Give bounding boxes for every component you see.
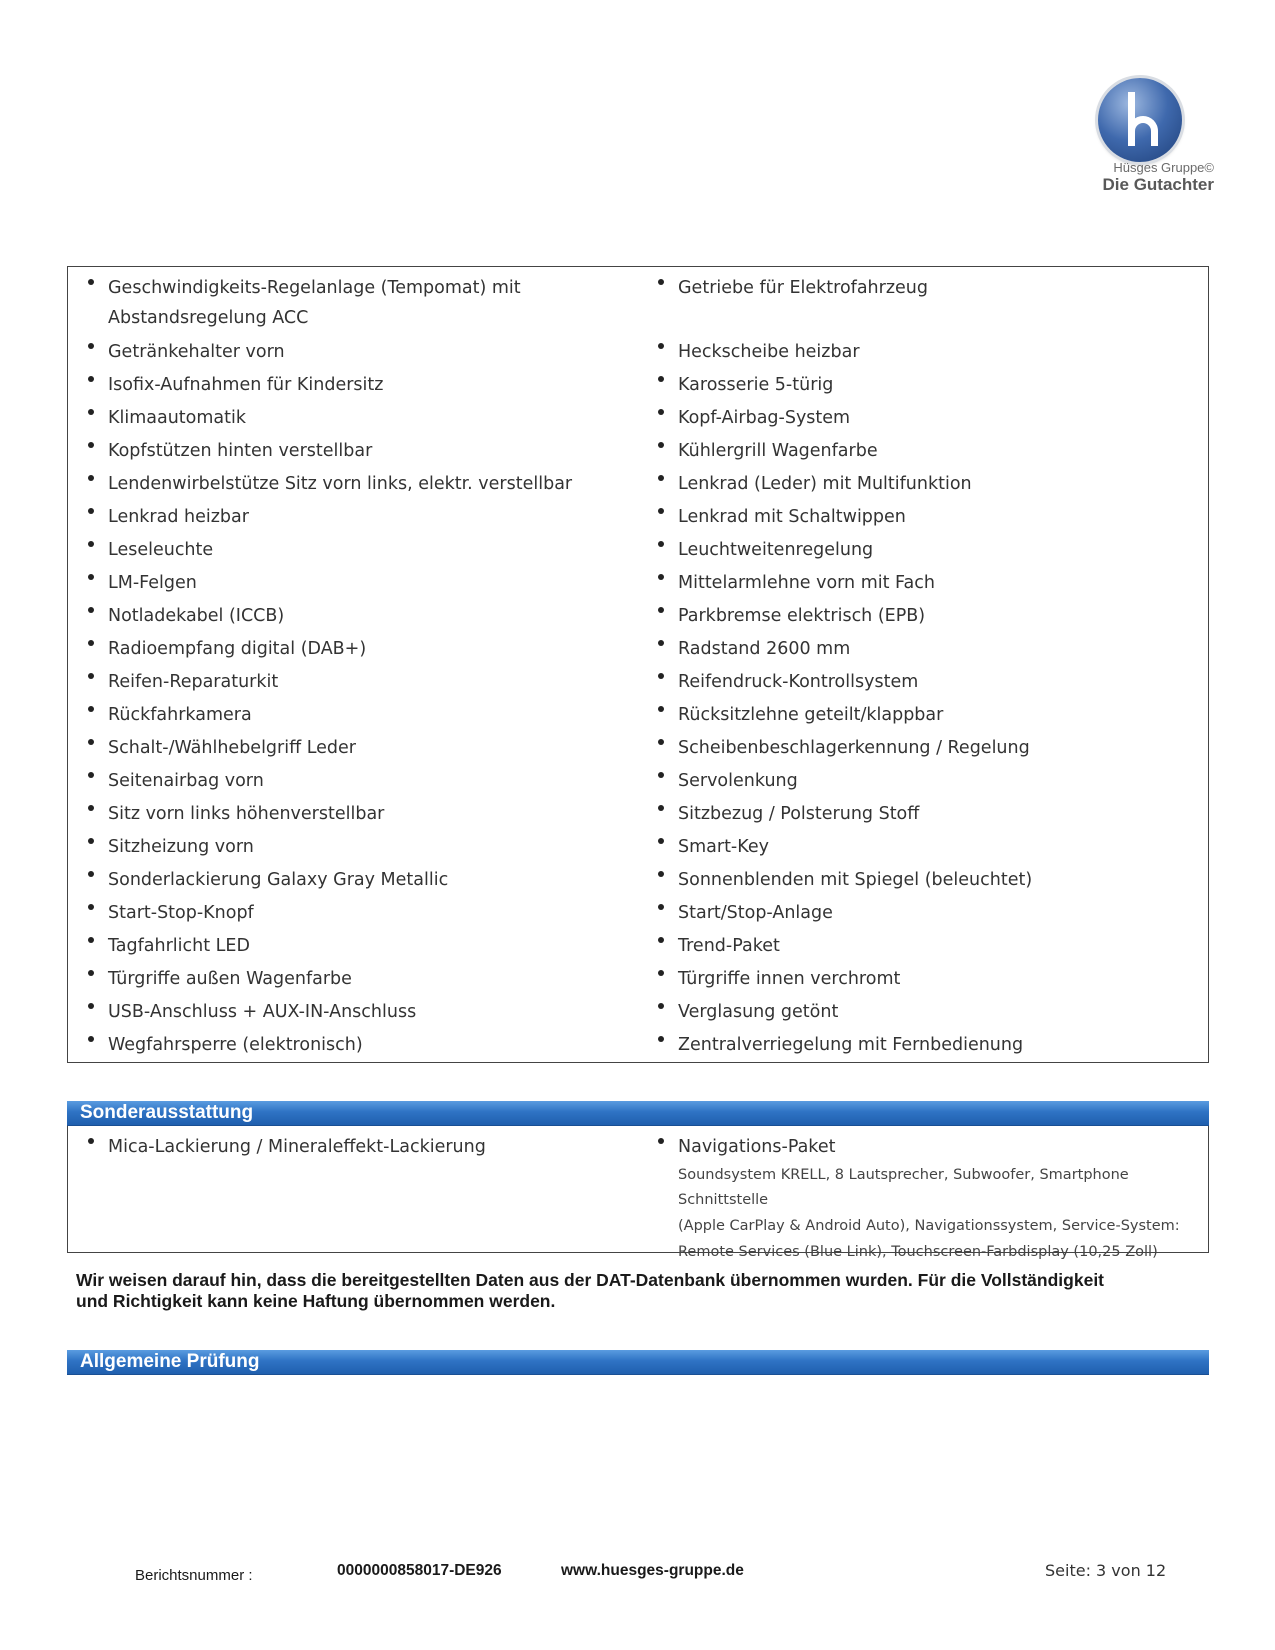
bullet-icon: [88, 937, 94, 943]
list-item: Wegfahrsperre (elektronisch): [88, 1030, 638, 1063]
bullet-icon: [88, 970, 94, 976]
sonder-column-left: [88, 1132, 638, 1162]
list-item: Leseleuchte: [88, 535, 638, 568]
list-item: Parkbremse elektrisch (EPB): [658, 601, 1198, 634]
list-item: Sitzbezug / Polsterung Stoff: [658, 799, 1198, 832]
bullet-icon: [658, 1138, 664, 1144]
item-detail: (Apple CarPlay & Android Auto), Navigationssystem, Service-System:: [678, 1218, 1180, 1234]
item-detail: Remote Services (Blue Link), Touchscreen-Farbdisplay (10,25 Zoll): [678, 1244, 1158, 1260]
sonderausstattung-list: [67, 1126, 1209, 1260]
list-item: Start-Stop-Knopf: [88, 898, 638, 931]
list-item: Heckscheibe heizbar: [658, 337, 1198, 370]
bullet-icon: [658, 409, 664, 415]
bullet-icon: [658, 1003, 664, 1009]
list-item: Karosserie 5-türig: [658, 370, 1198, 403]
bullet-icon: [88, 805, 94, 811]
list-item: Verglasung getönt: [658, 997, 1198, 1030]
bullet-icon: [88, 442, 94, 448]
list-item: Schalt-/Wählhebelgriff Leder: [88, 733, 638, 766]
logo-company-name: Hüsges Gruppe©: [1113, 160, 1214, 175]
list-item: Mica-Lackierung / Mineraleffekt-Lackierung: [88, 1132, 638, 1162]
list-item: Türgriffe außen Wagenfarbe: [88, 964, 638, 997]
bullet-icon: [88, 475, 94, 481]
list-item: LM-Felgen: [88, 568, 638, 601]
list-item: Kühlergrill Wagenfarbe: [658, 436, 1198, 469]
list-item: Geschwindigkeits-Regelanlage (Tempomat) mit Abstandsregelung ACC: [88, 273, 638, 337]
list-item: Klimaautomatik: [88, 403, 638, 436]
bullet-icon: [658, 772, 664, 778]
list-item: Rücksitzlehne geteilt/klappbar: [658, 700, 1198, 733]
list-item: Lenkrad mit Schaltwippen: [658, 502, 1198, 535]
list-item: Rückfahrkamera: [88, 700, 638, 733]
logo-emblem-icon: [1098, 78, 1182, 162]
list-item: Tagfahrlicht LED: [88, 931, 638, 964]
list-item: Reifendruck-Kontrollsystem: [658, 667, 1198, 700]
bullet-icon: [658, 1036, 664, 1042]
disclaimer-text: Wir weisen darauf hin, dass die bereitgestellten Daten aus der DAT-Datenbank übernommen wurden. Für die Vollständigkeit und Richtigkeit kann keine Haftung übernommen werden.: [76, 1270, 1105, 1311]
bullet-icon: [658, 904, 664, 910]
footer-report-number: 0000000858017-DE926: [337, 1562, 502, 1579]
bullet-icon: [658, 442, 664, 448]
bullet-icon: [658, 607, 664, 613]
list-item: Getränkehalter vorn: [88, 337, 638, 370]
bullet-icon: [88, 541, 94, 547]
sonder-column-right: [658, 1132, 1198, 1265]
bullet-icon: [88, 409, 94, 415]
bullet-icon: [658, 937, 664, 943]
bullet-icon: [88, 343, 94, 349]
bullet-icon: [658, 475, 664, 481]
bullet-icon: [88, 1003, 94, 1009]
bullet-icon: [88, 772, 94, 778]
list-item: Lenkrad heizbar: [88, 502, 638, 535]
list-item: Kopfstützen hinten verstellbar: [88, 436, 638, 469]
bullet-icon: [88, 838, 94, 844]
list-item: Lenkrad (Leder) mit Multifunktion: [658, 469, 1198, 502]
bullet-icon: [658, 343, 664, 349]
bullet-icon: [658, 706, 664, 712]
item-detail: Soundsystem KRELL, 8 Lautsprecher, Subwoofer, Smartphone Schnittstelle: [678, 1167, 1129, 1208]
list-item: Seitenairbag vorn: [88, 766, 638, 799]
bullet-icon: [658, 838, 664, 844]
footer-website[interactable]: www.huesges-gruppe.de: [561, 1562, 744, 1579]
footer-report-label: Berichtsnummer :: [135, 1567, 253, 1584]
bullet-icon: [658, 508, 664, 514]
list-item: Sitz vorn links höhenverstellbar: [88, 799, 638, 832]
bullet-icon: [88, 739, 94, 745]
bullet-icon: [658, 279, 664, 285]
list-item: Radioempfang digital (DAB+): [88, 634, 638, 667]
footer-page-number: Seite: 3 von 12: [1045, 1561, 1167, 1580]
list-item: Notladekabel (ICCB): [88, 601, 638, 634]
company-logo: [1060, 78, 1220, 218]
bullet-icon: [88, 279, 94, 285]
list-item: Isofix-Aufnahmen für Kindersitz: [88, 370, 638, 403]
bullet-icon: [88, 574, 94, 580]
list-item: Radstand 2600 mm: [658, 634, 1198, 667]
list-item: Kopf-Airbag-System: [658, 403, 1198, 436]
bullet-icon: [88, 640, 94, 646]
logo-tagline: Die Gutachter: [1102, 175, 1214, 194]
list-item: Zentralverriegelung mit Fernbedienung: [658, 1030, 1198, 1063]
list-item: Navigations-Paket Soundsystem KRELL, 8 Lautsprecher, Subwoofer, Smartphone Schnittstelle (Apple CarPlay & Android Auto), Navigationssystem, Service-System: Remote Services (Blue Link), Touchscreen-Farbdisplay (10,25 Zoll): [658, 1132, 1198, 1265]
list-item: Sitzheizung vorn: [88, 832, 638, 865]
bullet-icon: [658, 574, 664, 580]
bullet-icon: [88, 1138, 94, 1144]
section-header-allgemeine-pruefung: [67, 1350, 1209, 1375]
bullet-icon: [88, 706, 94, 712]
bullet-icon: [658, 541, 664, 547]
bullet-icon: [88, 376, 94, 382]
bullet-icon: [658, 970, 664, 976]
bullet-icon: [88, 508, 94, 514]
list-item: Getriebe für Elektrofahrzeug: [658, 273, 1198, 337]
list-item: Reifen-Reparaturkit: [88, 667, 638, 700]
list-item: Sonnenblenden mit Spiegel (beleuchtet): [658, 865, 1198, 898]
list-item: Sonderlackierung Galaxy Gray Metallic: [88, 865, 638, 898]
equipment-list: [67, 266, 1209, 1063]
list-item: Mittelarmlehne vorn mit Fach: [658, 568, 1198, 601]
bullet-icon: [658, 805, 664, 811]
section-title: Sonderausstattung: [80, 1102, 254, 1123]
bullet-icon: [88, 904, 94, 910]
list-item: USB-Anschluss + AUX-IN-Anschluss: [88, 997, 638, 1030]
bullet-icon: [88, 673, 94, 679]
bullet-icon: [88, 607, 94, 613]
list-item: Leuchtweitenregelung: [658, 535, 1198, 568]
bullet-icon: [658, 673, 664, 679]
bullet-icon: [88, 871, 94, 877]
section-title: Allgemeine Prüfung: [80, 1351, 260, 1372]
list-item: Start/Stop-Anlage: [658, 898, 1198, 931]
list-item: Servolenkung: [658, 766, 1198, 799]
list-item: Scheibenbeschlagerkennung / Regelung: [658, 733, 1198, 766]
bullet-icon: [658, 640, 664, 646]
section-header-sonderausstattung: [67, 1101, 1209, 1126]
list-item: Smart-Key: [658, 832, 1198, 865]
list-item: Lendenwirbelstütze Sitz vorn links, elektr. verstellbar: [88, 469, 638, 502]
bullet-icon: [88, 1036, 94, 1042]
bullet-icon: [658, 376, 664, 382]
list-item: Trend-Paket: [658, 931, 1198, 964]
equipment-column-right: [658, 273, 1198, 1063]
bullet-icon: [658, 739, 664, 745]
list-item: Türgriffe innen verchromt: [658, 964, 1198, 997]
equipment-column-left: [88, 273, 638, 1063]
bullet-icon: [658, 871, 664, 877]
